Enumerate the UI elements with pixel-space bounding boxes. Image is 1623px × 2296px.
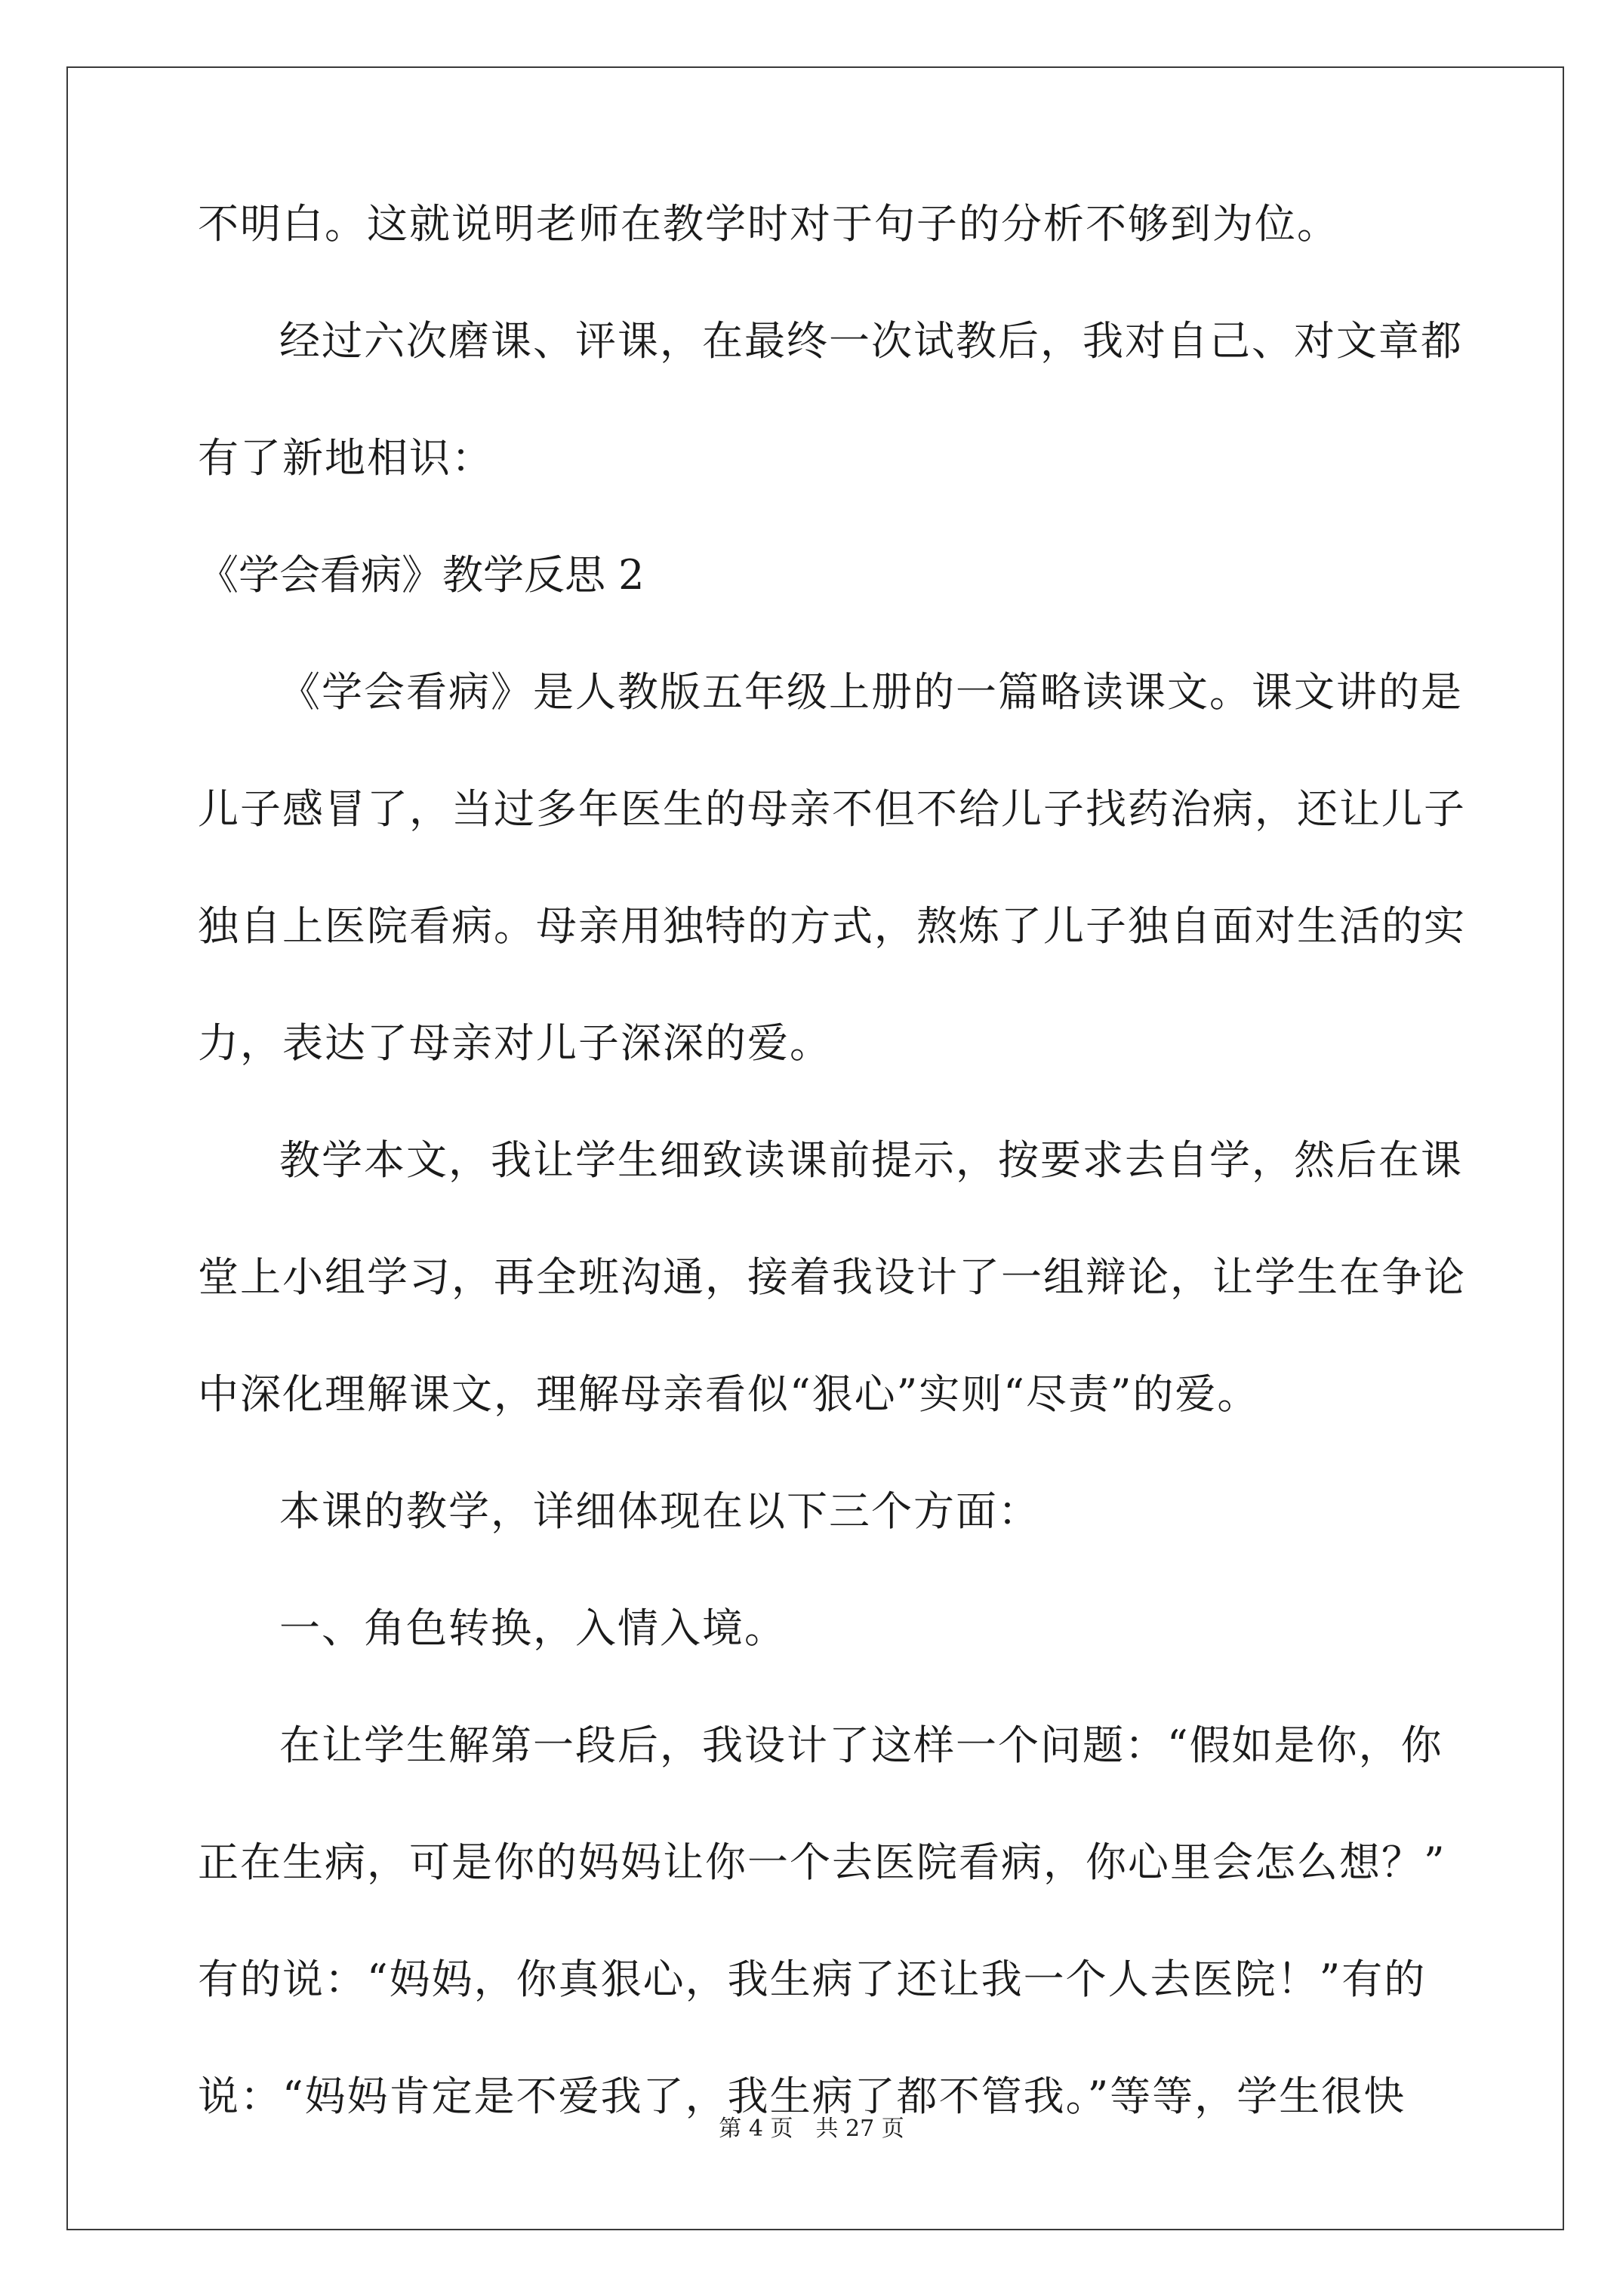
paragraph-line: 有了新地相识： [198, 434, 494, 482]
paragraph-line: 中深化理解课文，理解母亲看似“狠心”实则“尽责”的爱。 [198, 1370, 1260, 1418]
paragraph-line: 力，表达了母亲对儿子深深的爱。 [198, 1019, 832, 1067]
page-number-footer: 第 4 页 共 27 页 [719, 2116, 904, 2142]
paragraph-line: 本课的教学，详细体现在以下三个方面： [279, 1487, 1040, 1535]
paragraph-line: 儿子感冒了，当过多年医生的母亲不但不给儿子找药治病，还让儿子 [198, 785, 1466, 833]
paragraph-line: 不明白。这就说明老师在教学时对于句子的分析不够到为位。 [198, 200, 1339, 248]
paragraph-line: 独自上医院看病。母亲用独特的方式，熬炼了儿子独自面对生活的实 [198, 902, 1466, 950]
paragraph-line: 正在生病，可是你的妈妈让你一个去医院看病，你心里会怎么想？” [198, 1838, 1446, 1886]
paragraph-line: 说：“妈妈肯定是不爱我了，我生病了都不管我。”等等，学生很快 [198, 2073, 1406, 2120]
paragraph-line: 《学会看病》是人教版五年级上册的一篇略读课文。课文讲的是 [279, 668, 1463, 716]
paragraph-line: 一、角色转换，入情入境。 [279, 1604, 787, 1652]
section-title: 《学会看病》教学反思 2 [198, 551, 645, 599]
paragraph-line: 在让学生解第一段后，我设计了这样一个问题：“假如是你，你 [279, 1721, 1443, 1769]
paragraph-line: 经过六次磨课、评课，在最终一次试教后，我对自己、对文章都 [279, 317, 1463, 365]
paragraph-line: 有的说：“妈妈，你真狠心，我生病了还让我一个人去医院！”有的 [198, 1955, 1427, 2003]
paragraph-line: 堂上小组学习，再全班沟通，接着我设计了一组辩论，让学生在争论 [198, 1253, 1466, 1301]
paragraph-line: 教学本文，我让学生细致读课前提示，按要求去自学，然后在课 [279, 1136, 1463, 1184]
